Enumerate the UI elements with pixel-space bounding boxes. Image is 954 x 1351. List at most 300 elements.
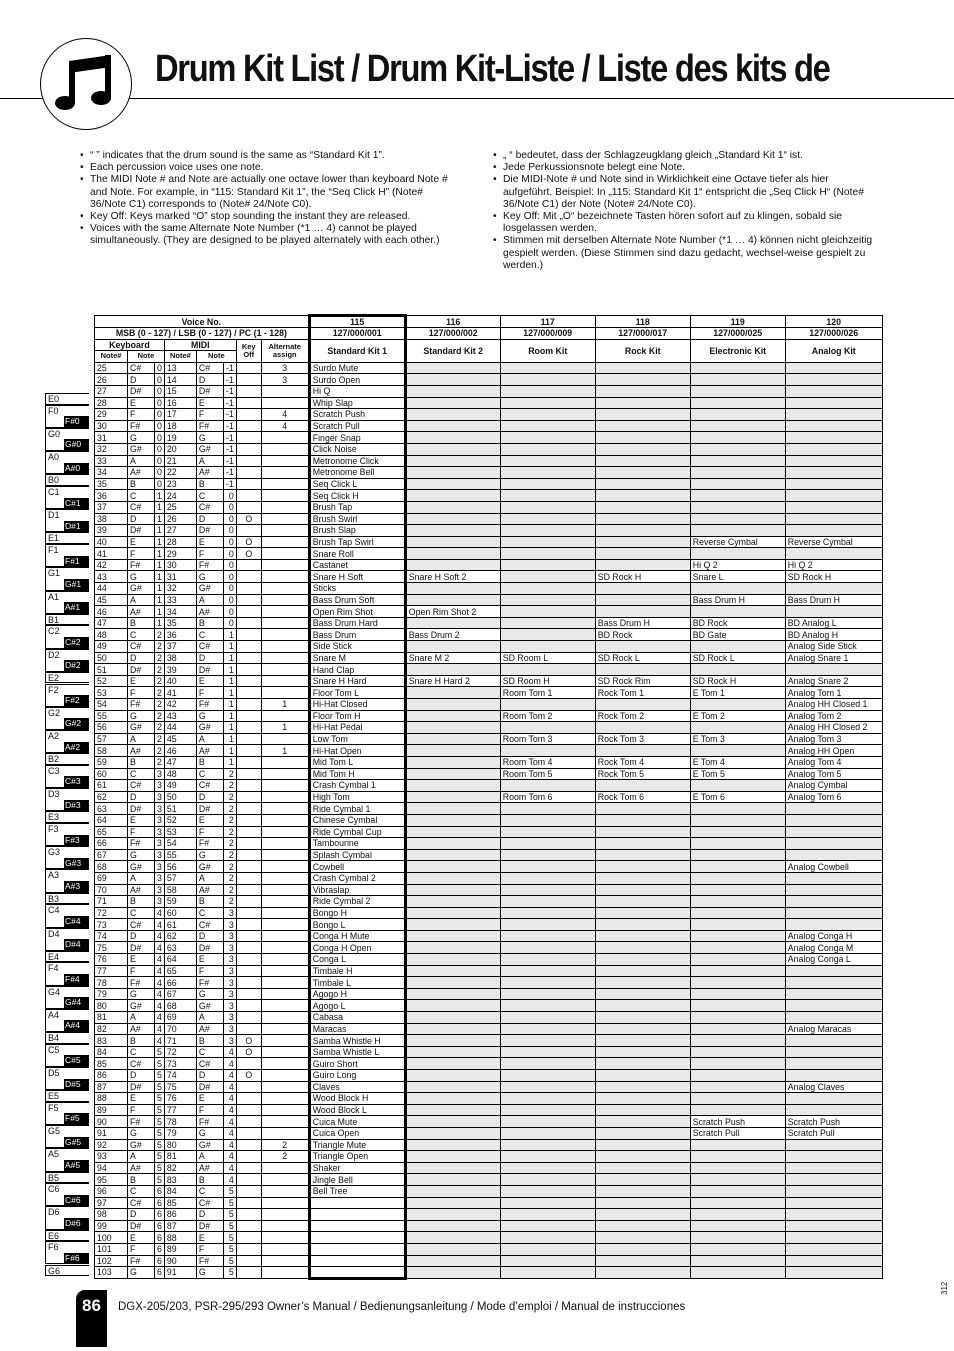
midi-octave: 2: [223, 872, 236, 884]
kit3-sound: [500, 907, 595, 919]
kit5-sound: [690, 965, 785, 977]
kbd-note-number: 69: [95, 872, 128, 884]
kit2-sound: [405, 1081, 500, 1093]
table-row: [95, 1209, 883, 1221]
midi-note: C#: [196, 501, 223, 513]
kit3-sound: [500, 1209, 595, 1221]
table-row: [95, 536, 883, 548]
kit2-sound: [405, 1070, 500, 1082]
black-key: A#3: [64, 881, 89, 893]
kit4-sound: [595, 814, 690, 826]
kbd-note-number: 67: [95, 849, 128, 861]
alternate-assign: 2: [261, 1139, 309, 1151]
midi-note: D#: [196, 664, 223, 676]
kit2-sound: [405, 490, 500, 502]
kbd-note-number: 86: [95, 1070, 128, 1082]
kbd-note: A: [128, 1151, 155, 1163]
kit6-sound: [785, 443, 882, 455]
black-key: G#0: [64, 439, 89, 451]
kit5-sound: [690, 861, 785, 873]
note-item: • Each percussion voice uses one note.: [80, 162, 460, 174]
kit-number: 117: [500, 316, 595, 328]
kit1-sound: Chinese Cymbal: [309, 814, 405, 826]
key-off: [236, 362, 261, 374]
kbd-note-number: 36: [95, 490, 128, 502]
kit1-sound: Mid Tom L: [309, 756, 405, 768]
black-key: G#1: [64, 579, 89, 591]
key-off: [236, 710, 261, 722]
kbd-note-number: 72: [95, 907, 128, 919]
alternate-assign: [261, 814, 309, 826]
kit3-sound: [500, 606, 595, 618]
kit6-sound: [785, 1162, 882, 1174]
white-key: G1: [45, 567, 89, 590]
kit1-sound: Conga L: [309, 954, 405, 966]
midi-note: F: [196, 548, 223, 560]
kit1-sound: Surdo Mute: [309, 362, 405, 374]
white-key: A4: [45, 1009, 89, 1032]
alternate-assign: [261, 617, 309, 629]
midi-note: D: [196, 791, 223, 803]
kbd-octave: 3: [155, 896, 165, 908]
alternate-assign: [261, 1232, 309, 1244]
kit6-sound: [785, 1093, 882, 1105]
kbd-note: D: [128, 1070, 155, 1082]
midi-note: A: [196, 733, 223, 745]
kit3-sound: [500, 1162, 595, 1174]
kit3-sound: [500, 583, 595, 595]
key-off: [236, 455, 261, 467]
kit4-sound: [595, 420, 690, 432]
alternate-assign: [261, 455, 309, 467]
white-key: D1: [45, 509, 89, 532]
kit3-sound: [500, 1023, 595, 1035]
table-row: [95, 443, 883, 455]
table-row: [95, 490, 883, 502]
kit5-sound: [690, 548, 785, 560]
kbd-octave: 5: [155, 1116, 165, 1128]
kit1-sound: Side Stick: [309, 641, 405, 653]
kit3-sound: SD Room H: [500, 675, 595, 687]
kbd-note: B: [128, 1035, 155, 1047]
kit1-sound: Vibraslap: [309, 884, 405, 896]
kbd-note-number: 90: [95, 1116, 128, 1128]
alternate-assign: [261, 1081, 309, 1093]
kit6-sound: [785, 1035, 882, 1047]
midi-note-number: 62: [164, 930, 196, 942]
kbd-note-number: 62: [95, 791, 128, 803]
kit1-sound: Metronome Bell: [309, 467, 405, 479]
kbd-note-number: 59: [95, 756, 128, 768]
key-off: [236, 1012, 261, 1024]
midi-octave: 4: [223, 1070, 236, 1082]
midi-note: E: [196, 1093, 223, 1105]
midi-octave: 3: [223, 919, 236, 931]
key-off: [236, 1104, 261, 1116]
kbd-octave: 6: [155, 1255, 165, 1267]
kbd-note: C: [128, 768, 155, 780]
midi-note: F: [196, 409, 223, 421]
key-off: [236, 1139, 261, 1151]
kbd-note-number: 80: [95, 1000, 128, 1012]
kit1-sound: Timbale L: [309, 977, 405, 989]
kit4-sound: [595, 1185, 690, 1197]
midi-note: D#: [196, 1081, 223, 1093]
midi-note-label: Note: [196, 351, 236, 363]
kit3-sound: [500, 1081, 595, 1093]
white-key: D5: [45, 1067, 89, 1090]
kit3-sound: Room Tom 5: [500, 768, 595, 780]
kit5-sound: [690, 977, 785, 989]
kit6-sound: Analog Maracas: [785, 1023, 882, 1035]
note-item: • Key Off: Keys marked “O” stop sounding the instant they are released.: [80, 211, 460, 223]
white-key: C1: [45, 486, 89, 509]
midi-note-number: 21: [164, 455, 196, 467]
black-key: F#2: [64, 695, 89, 707]
kit2-sound: [405, 896, 500, 908]
kit5-sound: [690, 385, 785, 397]
kit4-sound: [595, 896, 690, 908]
alternate-assign: [261, 432, 309, 444]
kit-msb: 127/000/009: [500, 328, 595, 340]
key-off: O: [236, 1035, 261, 1047]
kit3-sound: [500, 919, 595, 931]
kbd-octave: 5: [155, 1081, 165, 1093]
key-off: [236, 1127, 261, 1139]
kit-msb: 127/000/026: [785, 328, 882, 340]
midi-note: A: [196, 872, 223, 884]
alternate-assign: [261, 803, 309, 815]
white-key: B1: [45, 614, 89, 626]
kbd-note: E: [128, 954, 155, 966]
midi-note-number: 42: [164, 699, 196, 711]
white-key: B2: [45, 753, 89, 765]
kit4-sound: [595, 1267, 690, 1279]
key-off: [236, 861, 261, 873]
alternate-assign: [261, 1127, 309, 1139]
kit6-sound: [785, 1197, 882, 1209]
midi-note-number: 28: [164, 536, 196, 548]
key-off: [236, 1185, 261, 1197]
kit2-sound: [405, 594, 500, 606]
kit3-sound: [500, 1070, 595, 1082]
kit2-sound: [405, 791, 500, 803]
kit3-sound: [500, 1255, 595, 1267]
midi-note-number: 51: [164, 803, 196, 815]
key-off: O: [236, 1070, 261, 1082]
kit3-sound: [500, 467, 595, 479]
black-key: D#2: [64, 660, 89, 672]
midi-note: D: [196, 513, 223, 525]
kbd-octave: 0: [155, 420, 165, 432]
kbd-note-number: 28: [95, 397, 128, 409]
kit2-sound: [405, 583, 500, 595]
key-off: [236, 965, 261, 977]
kbd-note-number: 49: [95, 641, 128, 653]
kit3-sound: [500, 1174, 595, 1186]
kbd-note: D: [128, 513, 155, 525]
kit5-sound: [690, 699, 785, 711]
kbd-note-number: 26: [95, 374, 128, 386]
kbd-note: A#: [128, 745, 155, 757]
midi-note: G#: [196, 1139, 223, 1151]
kbd-note-number: 100: [95, 1232, 128, 1244]
midi-note-number: 90: [164, 1255, 196, 1267]
kbd-note-number: 41: [95, 548, 128, 560]
kbd-note-number: 68: [95, 861, 128, 873]
kit4-sound: [595, 919, 690, 931]
kit3-sound: [500, 397, 595, 409]
kit2-sound: [405, 780, 500, 792]
midi-note-number: 55: [164, 849, 196, 861]
key-off: [236, 768, 261, 780]
kbd-note: B: [128, 896, 155, 908]
kit4-sound: [595, 664, 690, 676]
alternate-assign: [261, 443, 309, 455]
kit2-sound: [405, 536, 500, 548]
kit4-sound: [595, 838, 690, 850]
midi-note-number: 13: [164, 362, 196, 374]
black-key: A#4: [64, 1020, 89, 1032]
kit4-sound: [595, 594, 690, 606]
kit1-sound: Timbale H: [309, 965, 405, 977]
kit1-sound: Claves: [309, 1081, 405, 1093]
white-key: C4: [45, 904, 89, 927]
kit1-sound: Crash Cymbal 2: [309, 872, 405, 884]
key-off: [236, 1197, 261, 1209]
kit1-sound: Guiro Long: [309, 1070, 405, 1082]
table-row: [95, 954, 883, 966]
key-off: [236, 1058, 261, 1070]
kbd-note: G: [128, 710, 155, 722]
kbd-note: D#: [128, 1220, 155, 1232]
kbd-octave: 1: [155, 571, 165, 583]
midi-note: C#: [196, 641, 223, 653]
kit3-sound: [500, 1058, 595, 1070]
kit4-sound: [595, 432, 690, 444]
key-off: [236, 791, 261, 803]
kit4-sound: [595, 409, 690, 421]
key-off: [236, 780, 261, 792]
midi-note: F#: [196, 977, 223, 989]
kit6-sound: Analog HH Closed 1: [785, 699, 882, 711]
midi-note-number: 69: [164, 1012, 196, 1024]
kbd-note: C#: [128, 780, 155, 792]
kit1-sound: Metronome Click: [309, 455, 405, 467]
table-row: [95, 374, 883, 386]
kit3-sound: [500, 1243, 595, 1255]
kit6-sound: [785, 1267, 882, 1279]
note-item: • Die MIDI-Note # und Note sind in Wirklichkeit eine Octave tiefer als hier aufgeführt. Beispiel: In „115: Standard Kit 1“ entspricht die „Seq Click H“ (Note# 36/Note C1) der Note (Note# 24/Note C0).: [493, 174, 878, 211]
kit3-sound: [500, 838, 595, 850]
table-row: [95, 919, 883, 931]
kbd-note: G#: [128, 1000, 155, 1012]
kit5-sound: [690, 826, 785, 838]
kit4-sound: SD Rock H: [595, 571, 690, 583]
key-off: [236, 803, 261, 815]
kbd-octave: 0: [155, 362, 165, 374]
kbd-note: F#: [128, 1116, 155, 1128]
key-off: [236, 826, 261, 838]
midi-note: E: [196, 814, 223, 826]
midi-octave: 0: [223, 583, 236, 595]
table-row: [95, 1081, 883, 1093]
kit6-sound: Hi Q 2: [785, 559, 882, 571]
kbd-note: E: [128, 1093, 155, 1105]
midi-octave: 4: [223, 1104, 236, 1116]
kit4-sound: [595, 1220, 690, 1232]
kit3-sound: Room Tom 1: [500, 687, 595, 699]
kit6-sound: Scratch Pull: [785, 1127, 882, 1139]
table-row: [95, 1220, 883, 1232]
midi-octave: 4: [223, 1081, 236, 1093]
kit5-sound: [690, 1058, 785, 1070]
kbd-note-number: 57: [95, 733, 128, 745]
white-key: F2: [45, 684, 89, 707]
kit3-sound: [500, 443, 595, 455]
kit6-sound: Analog Cymbal: [785, 780, 882, 792]
kit1-sound: Sticks: [309, 583, 405, 595]
kbd-note-number: 32: [95, 443, 128, 455]
black-key: D#4: [64, 939, 89, 951]
midi-note: B: [196, 617, 223, 629]
alternate-assign: [261, 629, 309, 641]
kit3-sound: [500, 861, 595, 873]
kit6-sound: [785, 849, 882, 861]
midi-note-number: 39: [164, 664, 196, 676]
kbd-note: G: [128, 432, 155, 444]
kit2-sound: [405, 965, 500, 977]
table-row: [95, 780, 883, 792]
alternate-assign: [261, 467, 309, 479]
kbd-octave: 6: [155, 1232, 165, 1244]
kit2-sound: [405, 409, 500, 421]
kit4-sound: Rock Tom 6: [595, 791, 690, 803]
midi-octave: 0: [223, 490, 236, 502]
kit4-sound: [595, 1232, 690, 1244]
white-key: A5: [45, 1148, 89, 1171]
midi-note-number: 46: [164, 745, 196, 757]
white-key: A2: [45, 730, 89, 753]
midi-note: F#: [196, 1255, 223, 1267]
kbd-note-number: 53: [95, 687, 128, 699]
key-off: [236, 1220, 261, 1232]
kit6-sound: [785, 1139, 882, 1151]
alternate-assign: [261, 954, 309, 966]
kit2-sound: [405, 362, 500, 374]
midi-note-number: 65: [164, 965, 196, 977]
table-row: [95, 1185, 883, 1197]
kbd-note-number: 75: [95, 942, 128, 954]
midi-octave: 2: [223, 814, 236, 826]
key-off: [236, 896, 261, 908]
kbd-note-number: 35: [95, 478, 128, 490]
midi-note: F#: [196, 699, 223, 711]
alternate-assign: [261, 1243, 309, 1255]
midi-octave: 3: [223, 954, 236, 966]
alternate-assign: 4: [261, 420, 309, 432]
kit1-sound: Tambourine: [309, 838, 405, 850]
midi-note: B: [196, 1174, 223, 1186]
midi-note-number: 36: [164, 629, 196, 641]
table-row: [95, 1243, 883, 1255]
kbd-note: C#: [128, 919, 155, 931]
table-row: [95, 583, 883, 595]
kit4-sound: [595, 1035, 690, 1047]
midi-note-number: 27: [164, 525, 196, 537]
midi-note-number: 73: [164, 1058, 196, 1070]
kbd-note-number: 98: [95, 1209, 128, 1221]
kbd-octave: 5: [155, 1093, 165, 1105]
kit2-sound: [405, 1151, 500, 1163]
alternate-assign: [261, 1267, 309, 1279]
midi-octave: 3: [223, 1035, 236, 1047]
kit5-sound: [690, 1151, 785, 1163]
kit-msb: 127/000/025: [690, 328, 785, 340]
midi-note-number: 89: [164, 1243, 196, 1255]
kit2-sound: [405, 455, 500, 467]
keyboard-note-number-label: Note#: [95, 351, 128, 363]
kit2-sound: [405, 884, 500, 896]
midi-octave: 5: [223, 1232, 236, 1244]
kit4-sound: [595, 1243, 690, 1255]
kbd-octave: 4: [155, 930, 165, 942]
table-row: [95, 1255, 883, 1267]
kit4-sound: [595, 490, 690, 502]
alternate-assign: [261, 942, 309, 954]
kbd-note-number: 38: [95, 513, 128, 525]
kbd-octave: 5: [155, 1162, 165, 1174]
midi-note: D#: [196, 942, 223, 954]
kit2-sound: [405, 872, 500, 884]
kit6-sound: BD Analog H: [785, 629, 882, 641]
midi-octave: 2: [223, 826, 236, 838]
kbd-octave: 4: [155, 977, 165, 989]
kit2-sound: Snare M 2: [405, 652, 500, 664]
kbd-octave: 5: [155, 1151, 165, 1163]
kit5-sound: [690, 1070, 785, 1082]
note-item: • The MIDI Note # and Note are actually one octave lower than keyboard Note # and Note. For example, in “115: Standard Kit 1”, the “Seq Click H” (Note# 36/Note C1) corresponds to (Note# 24/Note C0).: [80, 174, 460, 211]
midi-note: A: [196, 1151, 223, 1163]
white-key: F5: [45, 1102, 89, 1125]
midi-note: F: [196, 687, 223, 699]
kit6-sound: [785, 409, 882, 421]
kit4-sound: [595, 397, 690, 409]
kit6-sound: [785, 385, 882, 397]
black-key: D#6: [64, 1218, 89, 1230]
midi-note: A: [196, 455, 223, 467]
midi-note: D: [196, 652, 223, 664]
kit3-sound: [500, 559, 595, 571]
midi-octave: -1: [223, 432, 236, 444]
kbd-octave: 5: [155, 1070, 165, 1082]
white-key: E1: [45, 532, 89, 544]
kit6-sound: [785, 501, 882, 513]
kit6-sound: SD Rock H: [785, 571, 882, 583]
midi-octave: -1: [223, 397, 236, 409]
black-key: D#5: [64, 1079, 89, 1091]
kbd-note-number: 44: [95, 583, 128, 595]
kbd-note-number: 84: [95, 1046, 128, 1058]
midi-note-number: 59: [164, 896, 196, 908]
kbd-note-number: 88: [95, 1093, 128, 1105]
kbd-octave: 2: [155, 641, 165, 653]
key-off: [236, 501, 261, 513]
kit4-sound: Rock Tom 5: [595, 768, 690, 780]
midi-octave: -1: [223, 362, 236, 374]
midi-note-number: 23: [164, 478, 196, 490]
note-item: • Voices with the same Alternate Note Number (*1 … 4) cannot be played simultaneously. (They are designed to be played alternately with each other.): [80, 223, 460, 247]
